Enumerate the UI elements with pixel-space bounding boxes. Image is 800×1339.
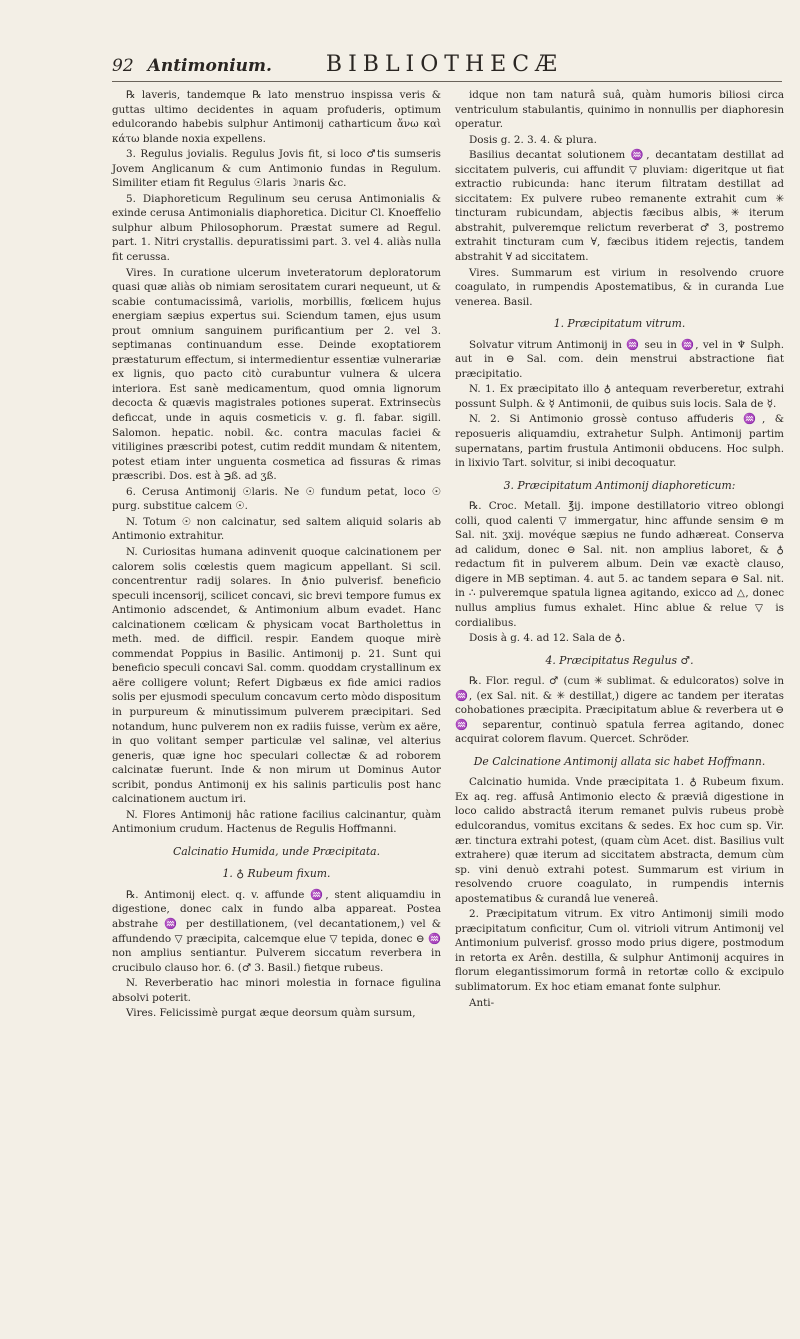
paragraph: ℞. Antimonij elect. q. v. affunde ♒, stent aliquamdiu in digestione, donec calx in fundo alba appareat. Postea abstrahe ♒ per destillationem, (vel decantationem,) vel & affundendo ▽ præcipita, calcemque elue ▽ tepida, donec ⊖ ♒ non amplius sentiantur. Pulverem siccatum reverbera in crucibulo clauso hor. 6. (♂ 3. Basil.) fietque rubeus. [112, 888, 441, 974]
running-title: BIBLIOTHECÆ [325, 52, 564, 77]
subheading: De Calcinatione Antimonij allata sic habet Hoffmann. [473, 754, 766, 768]
paragraph: N. Flores Antimonij hâc ratione facilius calcinantur, quàm Antimonium crudum. Hactenus de Regulis Hoffmanni. [112, 808, 441, 836]
paragraph: 3. Regulus jovialis. Regulus Jovis fit, si loco ♂tis sumseris Jovem Anglicanum & cum Antimonio fundas in Regulum. Similiter etiam fit Regulus ☉laris ☽naris &c. [112, 148, 441, 190]
subheading: 1. ♁ Rubeum fixum. [222, 867, 331, 881]
left-column [112, 88, 441, 1022]
paragraph: ℞ laveris, tandemque ℞ lato menstruo inspissa veris & guttas ultimo decidentes in aquam profuderis, optimum edulcorando habebis sulphur Antimonij catharticum ἄνω καὶ κάτω blande noxia expellens. [112, 89, 441, 145]
paragraph: idque non tam naturâ suâ, quàm humoris biliosi circa ventriculum stabulantis, quinimo in nonnullis per diaphoresin operatur. [455, 89, 784, 131]
paragraph: Calcinatio humida. Vnde præcipitata 1. ♁ Rubeum fixum. Ex aq. reg. affusâ Antimonio electo & præviâ digestione in loco calido abstractâ iterum remanet pulvis rubeus probè edulcorandus, vomitus excitans & sedes. Ex hoc cum sp. Vir. ær. tinctura extrahi potest, (quam cùm Acet. dist. Basilius vult extrahere) quæ iterum ad siccitatem abstracta, demum cùm sp. vini denuò extrahi potest. Summarum est virium in resolvendo cruore coagulato, in rumpendis internis apostematibus & curandâ lue venereâ. [455, 776, 784, 905]
paragraph: Basilius decantat solutionem ♒, decantatam destillat ad siccitatem pulveris, cui affundit ▽ pluviam: digeritque ut fiat extractio rubicunda: hanc iterum filtratam destillat ad siccitatem: Ex pulvere rubeo remanente extrahit cum ✳ tincturam rubicundam, abjectis fæcibus albis, ✳ iterum abstrahit, pulveremque relictum reverberat ♂ 3, postremo extrahit tincturam cum ∀, fæcibus itidem rejectis, tandem abstrahit ∀ ad siccitatem. [455, 149, 784, 264]
paragraph: 5. Diaphoreticum Regulinum seu cerusa Antimonialis & exinde cerusa Antimonialis diaphoretica. Dicitur Cl. Knoeffelio sulphur album Philosophorum. Præstat sumere ad Regul. part. 1. Nitri crystallis. depuratissimi part. 3. vel 4. aliàs nulla fit cerussa. [112, 192, 441, 264]
subheading: 4. Præcipitatus Regulus ♂. [545, 653, 694, 667]
section-title: Antimonium. [147, 56, 272, 76]
subheading: 1. Præcipitatum vitrum. [553, 317, 686, 331]
subheading: 3. Præcipitatum Antimonij diaphoreticum: [503, 478, 736, 492]
paragraph: 2. Præcipitatum vitrum. Ex vitro Antimonij simili modo præcipitatum conficitur, Cum ol. vitrioli vitrum Antimonij vel Antimonium pulverisf. grosso modo prius digere, postmodum in retorta ex Arên. destilla, & sulphur Antimonij acquires in florum elegantissimorum formâ in retortæ collo & excipulo sublimatorum. Ex hoc etiam emanat fonte sulphur. [455, 908, 784, 993]
paragraph: ℞. Croc. Metall. ℥ij. impone destillatorio vitreo oblongi colli, quod calenti ▽ immergatur, hinc affunde sensim ⊖ m Sal. nit. ʒxij. movéque sæpius ne fundo adhæreat. Conserva ad calidum, donec ⊖ Sal. nit. non amplius laboret, & ♁ redactum fit in pulverem album. Dein væ exactè clauso, digere in MB septiman. 4. aut 5. ac tandem separa ⊖ Sal. nit. in ∴ pulveremque spatula lignea agitando, exicco ad △, donec nullus amplius fumus exhalet. Hinc ablue & relue ▽ is cordialibus. [455, 500, 784, 629]
paragraph: 6. Cerusa Antimonij ☉laris. Ne ☉ fundum petat, loco ☉ purg. substitue calcem ☉. [112, 485, 441, 513]
paragraph: N. Reverberatio hac minori molestia in fornace figulina absolvi poterit. [112, 977, 441, 1004]
paragraph: Vires. Summarum est virium in resolvendo cruore coagulato, in rumpendis Apostematibus, & in curanda Lue venerea. Basil. [455, 266, 784, 308]
page-number: 92 [112, 56, 134, 76]
paragraph: ℞. Flor. regul. ♂ (cum ✳ sublimat. & edulcoratos) solve in ♒, (ex Sal. nit. & ✳ destillat,) digere ac tandem per iteratas cohobationes præcipita. Præcipitatum ablue & reverbera ut ⊖ ♒ separentur, continuò spatula ferrea agitando, donec acquirat colorem flavum. Quercet. Schröder. [455, 675, 784, 746]
page-header [112, 52, 782, 82]
paragraph: N. 1. Ex præcipitato illo ♁ antequam reverberetur, extrahi possunt Sulph. & ☿ Antimonii, de quibus suis locis. Sala de ☿. [455, 383, 784, 410]
paragraph: N. Curiositas humana adinvenit quoque calcinationem per calorem solis cœlestis quem magicum appellant. Si scil. concentrentur radij solares. In ♁nio pulverisf. beneficio speculi incensorij, scilicet concavi, sic brevi tempore fumus ex Antimonio adscendet, & Antimonium album evadet. Hanc calcinationem cœlicam & physicam vocat Bartholettus in meth. med. de difficil. respir. Eandem quoque mirè commendat Poppius in Basilic. Antimonij p. 21. Sunt qui beneficio speculi concavi Sal. comm. quoddam crystallinum ex aëre colligere volunt; Refert Digbæus ex fide amici radios solis per ejusmodi speculum concavum certo mòdo dispositum in purpureum & minutissimum pulverem præcipitari. Sed notandum, hunc pulverem non ex radiis fuisse, verùm ex aëre, in quo volitant semper particulæ vel salinæ, vel alterius generis, quæ igne hoc speculari collectæ & ad roborem calcinatæ fuerunt. Inde & non mirum ut Dominus Autor scribit, pondus Antimonij ex his salinis particulis post hanc calcinationem auctum iri. [112, 545, 441, 806]
paragraph: Dosis à g. 4. ad 12. Sala de ♁. [469, 632, 626, 645]
paragraph: Vires. Felicissimè purgat æque deorsum quàm sursum, [126, 1007, 416, 1020]
paragraph: Solvatur vitrum Antimonij in ♒ seu in ♒, vel in ♆ Sulph. aut in ⊖ Sal. com. dein menstrui abstractione fiat præcipitatio. [455, 338, 784, 380]
paragraph: Anti- [469, 996, 495, 1009]
right-column [455, 88, 784, 1022]
paragraph: N. Totum ☉ non calcinatur, sed saltem aliquid solaris ab Antimonio extrahitur. [112, 515, 441, 543]
paragraph: Vires. In curatione ulcerum inveteratorum deploratorum quasi quæ aliàs ob nimiam serositatem curari nequeunt, ut & scabie contumacissimâ, variolis, morbillis, fœlicem hujus energiam sæpius expertus sui. Sciendum tamen, ejus usum prout omnium sanguinem purificantium per 2. vel 3. septimanas continuandum esse. Deinde exoptatiorem præstaturum effectum, si intermedientur essentiæ vulnerariæ ex lignis, quo pacto citò curabuntur vulnera & ulcera interiora. Est sanè medicamentum, quod omnia lignorum decocta & quævis magistrales potiones superat. Extrinsecùs deficcat, unde in aquis cosmeticis v. g. fl. fabar. sigill. Salomon. hepatic. nobil. &c. contra maculas faciei & vitiligines præscribi potest, cutim reddit mundam & nitentem, potest etiam inter unguenta cosmetica ad fissuras & rimas præscribi. Dos. est à ℈ß. ad ʒß. [112, 266, 441, 483]
paragraph: Dosis g. 2. 3. 4. & plura. [469, 133, 597, 146]
paragraph: N. 2. Si Antimonio grossè contuso affuderis ♒, & reposueris aliquamdiu, extrahetur Sulph. Antimonij partim supernatans, partim frustula Antimonii obducens. Hoc sulph. in lixivio Tart. solvitur, si inibi decoquatur. [455, 413, 784, 470]
text-columns [112, 88, 784, 1022]
subheading: Calcinatio Humida, unde Præcipitata. [172, 844, 381, 858]
